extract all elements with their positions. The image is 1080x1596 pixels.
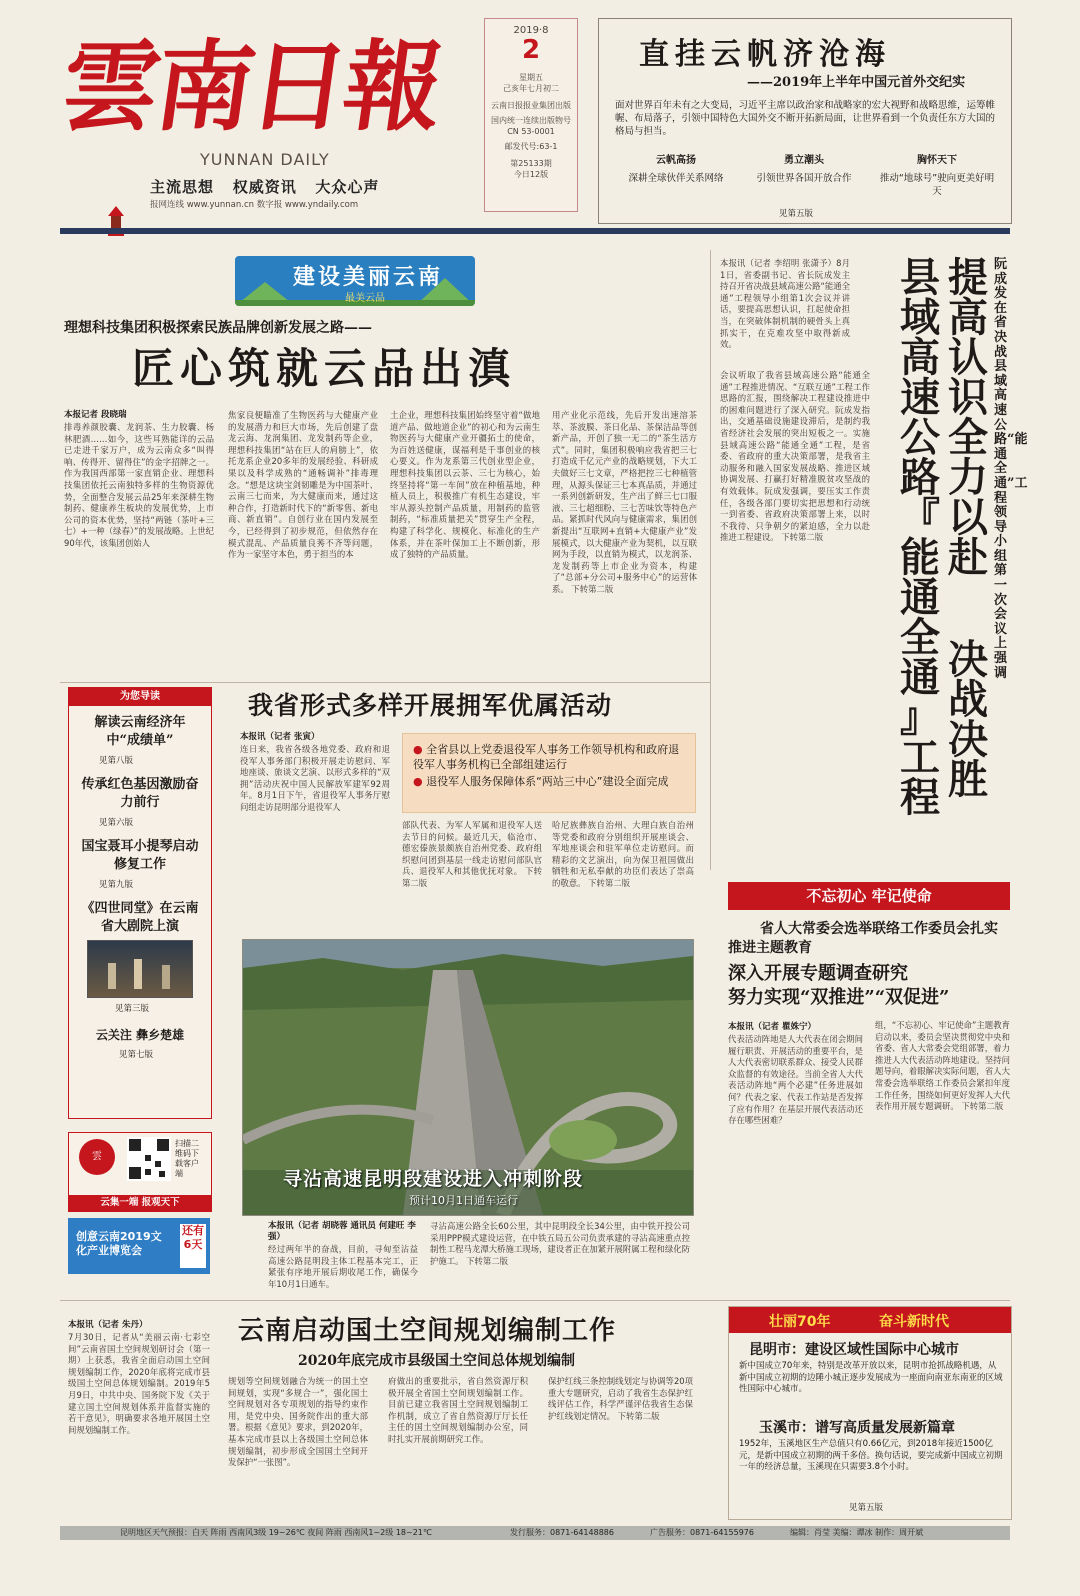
title-char: 域 <box>900 294 940 341</box>
highway-byline: 本报讯（记者 胡晓蓉 通讯员 何建旺 李强） <box>268 1221 416 1242</box>
bullet-icon: ● <box>413 743 423 756</box>
title-char: 县 <box>900 254 940 301</box>
sidebar-item-see: 见第八版 <box>99 756 134 766</box>
army-bullet <box>413 742 689 772</box>
title-char: 路 <box>900 454 940 501</box>
title-char: 全 <box>948 414 988 461</box>
postal-code: 邮发代号:63-1 <box>504 142 558 151</box>
forget-col: 组，“不忘初心、牢记使命”主题教育启动以来，委员会坚决贯彻党中央和省委、省人大常委会党组部署，着力推进人大代表活动阵地建设。坚持问题导向，着眼解决实际问题，省人大常委会选举联络工作委员会紧扣年度工作任务，围绕如何更好发挥人大代表作用开展专题调研。 下转第二版 <box>875 1020 1010 1112</box>
slogan-1: 主流思想 <box>150 178 215 196</box>
title-char: 通 <box>900 574 940 621</box>
masthead-english: YUNNAN DAILY <box>200 150 330 169</box>
qr-code-icon[interactable] <box>127 1137 171 1181</box>
divider <box>60 1300 1010 1301</box>
footer-bar <box>60 1526 1010 1540</box>
forget-col: 代表活动阵地是人大代表在闭会期间履行职责、开展活动的重要平台，是人大代表密切联系群众、接受人民群众监督的有效途径。当前全省人大代表活动阵地“两个必建”任务进展如何？代表之家、代表工作站是否发挥了应有作用？在基层开展代表活动还存在哪些困难？ <box>728 1034 863 1126</box>
title-char: 程 <box>900 774 940 821</box>
title-char: 提 <box>948 254 988 301</box>
bullet-icon: ● <box>413 775 423 788</box>
top-item-head: 胸怀天下 <box>917 155 957 166</box>
sidebar-item[interactable] <box>79 776 201 828</box>
stage-figures-icon <box>88 941 192 997</box>
top-story-item <box>749 151 859 185</box>
sidebar-item-title: 云关注 彝乡楚雄 <box>95 1028 185 1042</box>
beautiful-yunnan-banner <box>235 256 475 306</box>
seventy-banner-b: 奋斗新时代 <box>879 1314 949 1330</box>
title-char: 工 <box>900 734 940 781</box>
title-char: 识 <box>948 374 988 421</box>
issue-number: 第25133期 <box>510 159 552 168</box>
sidebar-item-title: 《四世同堂》在云南省大剧院上演 <box>81 901 199 934</box>
land-title[interactable]: 云南启动国土空间规划编制工作 <box>238 1316 617 1346</box>
land-col: 保护红线三条控制线划定与协调等20项重大专题研究，启动了我省生态保护红线评估工作，科学严谨评估我省生态保护红线划定情况。 下转第二版 <box>548 1376 693 1421</box>
story1-col: 用产业化示范线，先后开发出速溶茶萃、茶波膜、茶日化品、茶保洁品等创新产品，开创了独一无二的“茶生活方式”。同时，集团积极响应我省把三七打造成千亿元产业的战略规划，下大工夫做好三七文章，严格把控三七种植管理，从源头保证三七本真品质，并通过一系列创新研发，生产出了鲜三七口服液、三七超细粉、三七苦味饮等特色产品。紧抓时代风向与健康需求，集团创新提出“互联网+直销+大健康产业”发展模式，以大健康产业为契机，以互联网为手段，以直销为模式，以龙润茶、龙发制药等上市企业为资本，构建了“总部+分公司+服务中心”的运营体系。 下转第二版 <box>552 410 697 594</box>
banner-main: 建设美丽云南 <box>293 264 444 290</box>
date-box <box>484 18 578 212</box>
top-story-see: 见第五版 <box>779 209 814 219</box>
story1-kicker: 理想科技集团积极探索民族品牌创新发展之路—— <box>64 320 372 336</box>
title-char: 通 <box>900 654 940 701</box>
masthead-slogans <box>150 176 379 197</box>
title-char: 『 <box>900 494 940 541</box>
army-title[interactable]: 我省形式多样开展拥军优属活动 <box>248 691 613 720</box>
kunming-title[interactable]: 昆明市：建设区域性国际中心城市 <box>749 1342 959 1358</box>
sidebar-item-see: 见第九版 <box>99 880 134 890</box>
photo-caption-main: 寻沾高速昆明段建设进入冲刺阶段 <box>283 1168 584 1190</box>
seventy-see: 见第五版 <box>849 1503 884 1513</box>
story1-col: 排毒养颜胶囊、龙润茶、生力胶囊、杨林肥酒……如今，这些耳熟能详的云品已走进千家万户，成为云南众多“叫得响、传得开、留得住”的金字招牌之一。作为我国西部第一家直销企业、理想科技集团依托云南独特多样的生物资源优势，全面整合发展云品25年来深耕生物制药、健康养生板块的发展优势，上市公司的资本优势，坚持“两链（茶叶+三七）+一种（绿春）”的发展战略。上世纪90年代，该集团创始人 <box>64 422 214 548</box>
date-day: 2 <box>521 35 541 65</box>
sidebar-item-title: 传承红色基因激励奋力前行 <box>81 777 199 810</box>
date-weekday: 星期五 <box>519 73 543 82</box>
top-item-head: 勇立潮头 <box>784 155 824 166</box>
top-story-body: 面对世界百年未有之大变局，习近平主席以政治家和战略家的宏大视野和战略思维，运筹帷幄、布局落子，引领中国特色大国外交不断开拓新局面，让世界看到一个负责任东方大国的格局与担当。 <box>615 100 996 137</box>
land-byline: 本报讯（记者 朱丹） <box>68 1320 148 1330</box>
army-col: 连日来，我省各级各地党委、政府和退役军人事务部门积极开展走访慰问、军地座谈、旅谈文艺演、以形式多样的“双拥”活动庆祝中国人民解放军建军92周年。8月1日下午，省退役军人事务厅慰问组走访昆明部分退役军人 <box>240 744 390 812</box>
sidebar-item[interactable] <box>79 714 201 766</box>
sidebar-item[interactable] <box>79 838 201 890</box>
title-char: 决 <box>948 636 988 683</box>
sidebar-item[interactable] <box>79 1026 201 1060</box>
top-story-item <box>621 151 731 185</box>
top-story-subtitle: ——2019年上半年中国元首外交纪实 <box>747 75 966 90</box>
story1-col: 土企业，理想科技集团始终坚守着“做地道产品、做地道企业”的初心和为云南生物医药与大健康产业开疆拓土的使命，为百姓送健康，谋福利是千事创业的核心要义。作为龙系第三代创业型企业，理想科技集团以云茶、三七为核心，始终坚持将“第一车间”放在种植基地，种植人员上，积极推广有机生态建设，牢牢从源头控制产品质量，用制药的监管制药，“标准质量把关”贯穿生产全程，构建了科学化、规模化、标准化的生产体系，并在茶叶保加工上不断创新，形成了独特的产品质量。 <box>390 410 540 560</box>
title-char: 』 <box>900 694 940 741</box>
right-story-byline: 本报讯（记者 李绍明 张潇予）8月1日，省委副书记、省长阮成发主持召开省决战县域高速公路“能通全通”工程领导小组第1次会议并讲话，要提高思想认识，扛起使命担当，在突破体制机制的硬骨头上真抓实干，在克难攻坚中取得新成效。 <box>720 258 850 350</box>
army-byline: 本报讯（记者 张寅） <box>240 732 320 742</box>
right-title-b[interactable] <box>898 254 942 821</box>
page-count: 今日12版 <box>513 170 549 179</box>
land-subtitle: 2020年底完成市县级国土空间总体规划编制 <box>298 1353 575 1369</box>
yuxi-text: 1952年，玉溪地区生产总值只有0.66亿元，到2018年接近1500亿元，是新中国成立初期的两千多倍。换句话说，要完成新中国成立初期一年的经济总量，玉溪现在只需要3.8个小时。 <box>739 1439 1003 1472</box>
publisher: 云南日报报业集团出版 <box>491 101 571 110</box>
title-char: 以 <box>948 494 988 541</box>
top-item-text: 引领世界各国开放合作 <box>756 173 852 184</box>
expo-ad[interactable] <box>68 1218 210 1274</box>
kunming-text: 新中国成立70年来，特别是改革开放以来，昆明市抢抓战略机遇，从新中国成立初期的边陲小城正逐步发展成为一座面向南亚东南亚的区域性国际中心城市。 <box>739 1361 1003 1394</box>
title-char: 决 <box>948 716 988 763</box>
top-story[interactable] <box>598 18 1012 224</box>
slogan-3: 大众心声 <box>315 178 380 196</box>
highway-col: 寻沾高速公路全长60公里，其中昆明段全长34公里，由中铁开投公司采用PPP模式建设运营，在中铁五局五公司负责承建的寻沾高速重点控制性工程马龙潭大桥施工现场，建设者正在加紧开展附属工程和绿化防护施工。 下转第二版 <box>430 1221 690 1266</box>
date-yearmonth: 2019·8 <box>513 25 549 36</box>
army-bullet-text: 退役军人服务保障体系“两站三中心”建设全面完成 <box>426 775 669 788</box>
title-char: 胜 <box>948 756 988 803</box>
army-highlight-box <box>402 733 696 813</box>
title-char: 力 <box>948 454 988 501</box>
story1-byline: 本报记者 段晓瑞 <box>64 410 127 420</box>
forget-byline: 本报讯（记者 瞿姝宁） <box>728 1022 816 1032</box>
right-story-kicker: 阮成发在省决战县域高速公路“能通全通”工程领导小组第一次会议上强调 <box>994 257 1028 681</box>
highway-col: 经过两年半的奋战，目前，寻甸至沾益高速公路昆明段主体工程基本完工，正紧张有序地开展后期收尾工作，确保今年10月1日通车。 <box>268 1244 418 1289</box>
seventy-years-box <box>728 1306 1012 1520</box>
title-char: 赴 <box>948 534 988 581</box>
divider <box>710 250 711 870</box>
title-char: 公 <box>900 414 940 461</box>
right-title-c[interactable] <box>946 636 990 803</box>
qr-promo-banner: 云集一端 报观天下 <box>69 1195 211 1211</box>
cn-label: 国内统一连续出版物号 <box>491 116 571 125</box>
sidebar-item-see: 见第三版 <box>115 1004 150 1014</box>
title-char: 高 <box>948 294 988 341</box>
sidebar-item-title: 国宝聂耳小提琴启动修复工作 <box>81 839 199 872</box>
forget-title1[interactable]: 深入开展专题调查研究 <box>728 963 908 984</box>
footer-ad-phone: 广告服务：0871-64155976 <box>650 1528 754 1537</box>
cn-number: CN 53-0001 <box>507 127 555 136</box>
title-char: 高 <box>900 334 940 381</box>
footer-staff: 编辑：肖莹 美编：谭冰 制作：周开斌 <box>790 1528 924 1537</box>
footer-weather: 昆明地区天气预报：白天 阵雨 西南风3级 19~26℃ 夜间 阵雨 西南风1~2级 18~21℃ <box>120 1528 432 1537</box>
army-bullet <box>413 774 689 789</box>
right-story-tail <box>720 845 1010 869</box>
highway-photo <box>242 939 694 1216</box>
top-item-head: 云帆高扬 <box>656 155 696 166</box>
photo-caption-sub: 预计10月1日通车运行 <box>409 1194 518 1207</box>
sidebar-guide <box>68 687 212 1119</box>
title-char: 战 <box>948 676 988 723</box>
footer-issue-phone: 发行服务：0871-64148886 <box>510 1528 614 1537</box>
yuxi-title[interactable]: 玉溪市：谱写高质量发展新篇章 <box>759 1420 955 1436</box>
divider <box>60 682 710 683</box>
right-title-a[interactable] <box>946 254 990 581</box>
top-item-text: 推动“地球号”驶向更美好明天 <box>879 173 995 197</box>
forget-banner: 不忘初心 牢记使命 <box>728 882 1010 910</box>
title-char: 全 <box>900 614 940 661</box>
masthead-rule <box>60 228 1010 234</box>
story1-col: 焦家良便瞄准了生物医药与大健康产业的发展潜力和巨大市场，先后创建了盘龙云海、龙润集团、龙发制药等企业，理想科技集团“站在巨人的肩膀上”，依托龙系企业20多年的发展经验、科研成果以及科学成熟的“通畅调补”排毒理念。“想是这块宝剑韧雕是为中国茶叶、云南三七而来，为大健康而来，通过这种合作，打造新时代下的“新零售、新电商、新直销”。自创行业在国内发展至今，已经得到了初步规范，但依然存在模式混乱、产品质量良莠不齐等问题，作为一家坚守本色，勇于担当的本 <box>228 410 378 560</box>
banner-sub: 最美云品 <box>345 293 385 304</box>
sidebar-item-see: 见第七版 <box>119 1050 154 1060</box>
top-story-item <box>877 151 997 198</box>
qr-promo[interactable] <box>68 1132 212 1212</box>
story1-title[interactable]: 匠心筑就云品出滇 <box>132 344 517 393</box>
date-lunar: 己亥年七月初二 <box>503 84 559 93</box>
seventy-banner-a: 壮丽70年 <box>769 1314 831 1330</box>
top-item-text: 深耕全球伙伴关系网络 <box>628 173 724 184</box>
theater-photo <box>87 940 193 998</box>
masthead-logo: 雲南日報 <box>53 30 447 145</box>
land-col: 府做出的重要批示，省自然资源厅积极开展全省国土空间规划编制工作。目前已建立我省国土空间规划编制工作机制，成立了省自然资源厅厅长任主任的国土空间规划编制办公室，同时扎实开展前期研究工作。 <box>388 1376 528 1444</box>
right-story-body: 会议听取了我省县域高速公路“能通全通”工程推进情况、“互联互通”工程工作思路的汇报，围绕解决工程建设推进中的困难问题进行了深入研究。阮成发指出，交通基础设施建设滞后，是制约我省经济社会发展的突出短板之一。实施县域高速公路“能通全通”工程，是省委、省政府的重大决策部署，是我省主动服务和融入国家发展战略、推进区域协调发展、打赢打好精准脱贫攻坚战的有效载体。阮成发强调，要压实工作责任，各级各部门要切实把思想和行动统一到省委、省政府决策部署上来，以时不我待、只争朝夕的紧迫感，全力以赴推进工程建设。 下转第二版 <box>720 370 870 543</box>
army-bullet-text: 全省县以上党委退役军人事务工作领导机构和政府退役军人事务机构已全部组建运行 <box>413 743 680 771</box>
qr-text: 扫描二维码下载客户端 <box>175 1139 199 1178</box>
expo-days: 还有6天 <box>180 1224 206 1268</box>
seventy-banner <box>729 1307 1011 1333</box>
expo-text: 创意云南2019文化产业博览会 <box>76 1230 162 1257</box>
land-col: 规划等空间规划融合为统一的国土空间规划，实现“多规合一”，强化国土空间规划对各专项规划的指导约束作用，是党中央、国务院作出的重大部署。根据《意见》要求，到2020年，基本完成市县以上各级国土空间总体规划编制，初步形成全国国土空间开发保护“一张图”。 <box>228 1376 368 1468</box>
army-col: 部队代表、为军人军属和退役军人送去节日的问候。最近几天，临沧市、德宏傣族景颇族自治州党委、政府组织慰问团到基层一线走访慰问部队官兵、退役军人和其他优抚对象。 下转第二版 <box>402 820 542 888</box>
sidebar-header: 为您导读 <box>69 688 211 706</box>
slogan-2: 权威资讯 <box>232 178 297 196</box>
army-col: 哈尼族彝族自治州、大理白族自治州等党委和政府分别组织开展座谈会、军地座谈会和驻军单位走访慰问。而精彩的文艺演出，向为保卫祖国做出牺牲和无私奉献的功臣们表达了崇高的敬意。 下转第二版 <box>552 820 694 888</box>
top-story-title: 直挂云帆济沧海 <box>639 37 891 72</box>
masthead-web: 报网连线 www.yunnan.cn 数字报 www.yndaily.com <box>150 200 359 210</box>
title-char: 能 <box>900 534 940 581</box>
sidebar-item-see: 见第六版 <box>99 818 134 828</box>
title-char: 认 <box>948 334 988 381</box>
sidebar-item-title: 解读云南经济年中“成绩单” <box>94 715 186 748</box>
forget-title2[interactable]: 努力实现“双推进”“双促进” <box>728 987 950 1008</box>
sidebar-item[interactable] <box>79 900 201 936</box>
forget-kicker: 省人大常委会选举联络工作委员会扎实推进主题教育 <box>728 921 998 956</box>
title-char: 速 <box>900 374 940 421</box>
land-left: 7月30日，记者从“美丽云南·七彩空间”云南省国土空间规划研讨会（第一期）上获悉，我省全面启动国土空间规划编制工作，2020年底将完成市县级国土空间总体规划编制。2019年5月9日，中共中央、国务院下发《关于建立国土空间规划体系并监督实施的若干意见》，明确要求各地开展国土空间规划编制工作。 <box>68 1332 210 1435</box>
yunnan-daily-logo-icon: 雲 <box>79 1139 115 1175</box>
